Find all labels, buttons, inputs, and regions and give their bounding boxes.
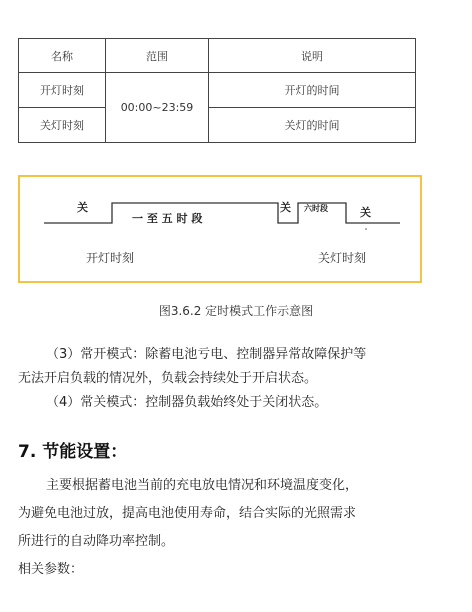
diagram-off-middle: 关	[280, 201, 291, 214]
diagram-on-period: 一 至 五 时 段	[132, 212, 203, 225]
paragraph-always-on-line1: （3）常开模式：除蓄电池亏电、控制器异常故障保护等	[46, 347, 367, 362]
figure-caption: 图3.6.2 定时模式工作示意图	[158, 304, 314, 318]
cell-on-time-name: 开灯时刻	[19, 73, 106, 108]
cell-off-time-desc: 关灯的时间	[209, 108, 416, 143]
section-line-4: 相关参数：	[18, 562, 84, 577]
diagram-sixth-period: 六时段	[304, 203, 328, 213]
diagram-label-on-time: 开灯时刻	[86, 251, 135, 265]
section-line-2: 为避免电池过放，提高电池使用寿命，结合实际的光照需求	[18, 506, 357, 521]
table-row	[19, 108, 416, 143]
timer-mode-diagram	[18, 175, 422, 283]
time-setting-table	[18, 38, 416, 143]
table-header-row	[19, 39, 416, 73]
diagram-label-off-time: 关灯时刻	[318, 251, 367, 265]
table-row	[19, 73, 416, 108]
header-description: 说明	[209, 39, 416, 73]
diagram-off-left: 关	[77, 201, 88, 214]
cell-off-time-name: 关灯时刻	[19, 108, 106, 143]
header-name: 名称	[19, 39, 106, 73]
section-line-1: 主要根据蓄电池当前的充电放电情况和环境温度变化，	[46, 478, 359, 493]
paragraph-always-off: （4）常关模式：控制器负载始终处于关闭状态。	[46, 395, 328, 410]
paragraph-always-on-line2: 无法开启负载的情况外，负载会持续处于开启状态。	[18, 371, 318, 386]
diagram-off-right: 关	[360, 206, 371, 219]
section-heading-energy-saving: 7. 节能设置：	[18, 442, 128, 462]
cell-on-time-desc: 开灯的时间	[209, 73, 416, 108]
section-line-3: 所进行的自动降功率控制。	[18, 534, 175, 549]
cell-range: 00:00~23:59	[106, 73, 209, 143]
header-range: 范围	[106, 39, 209, 73]
